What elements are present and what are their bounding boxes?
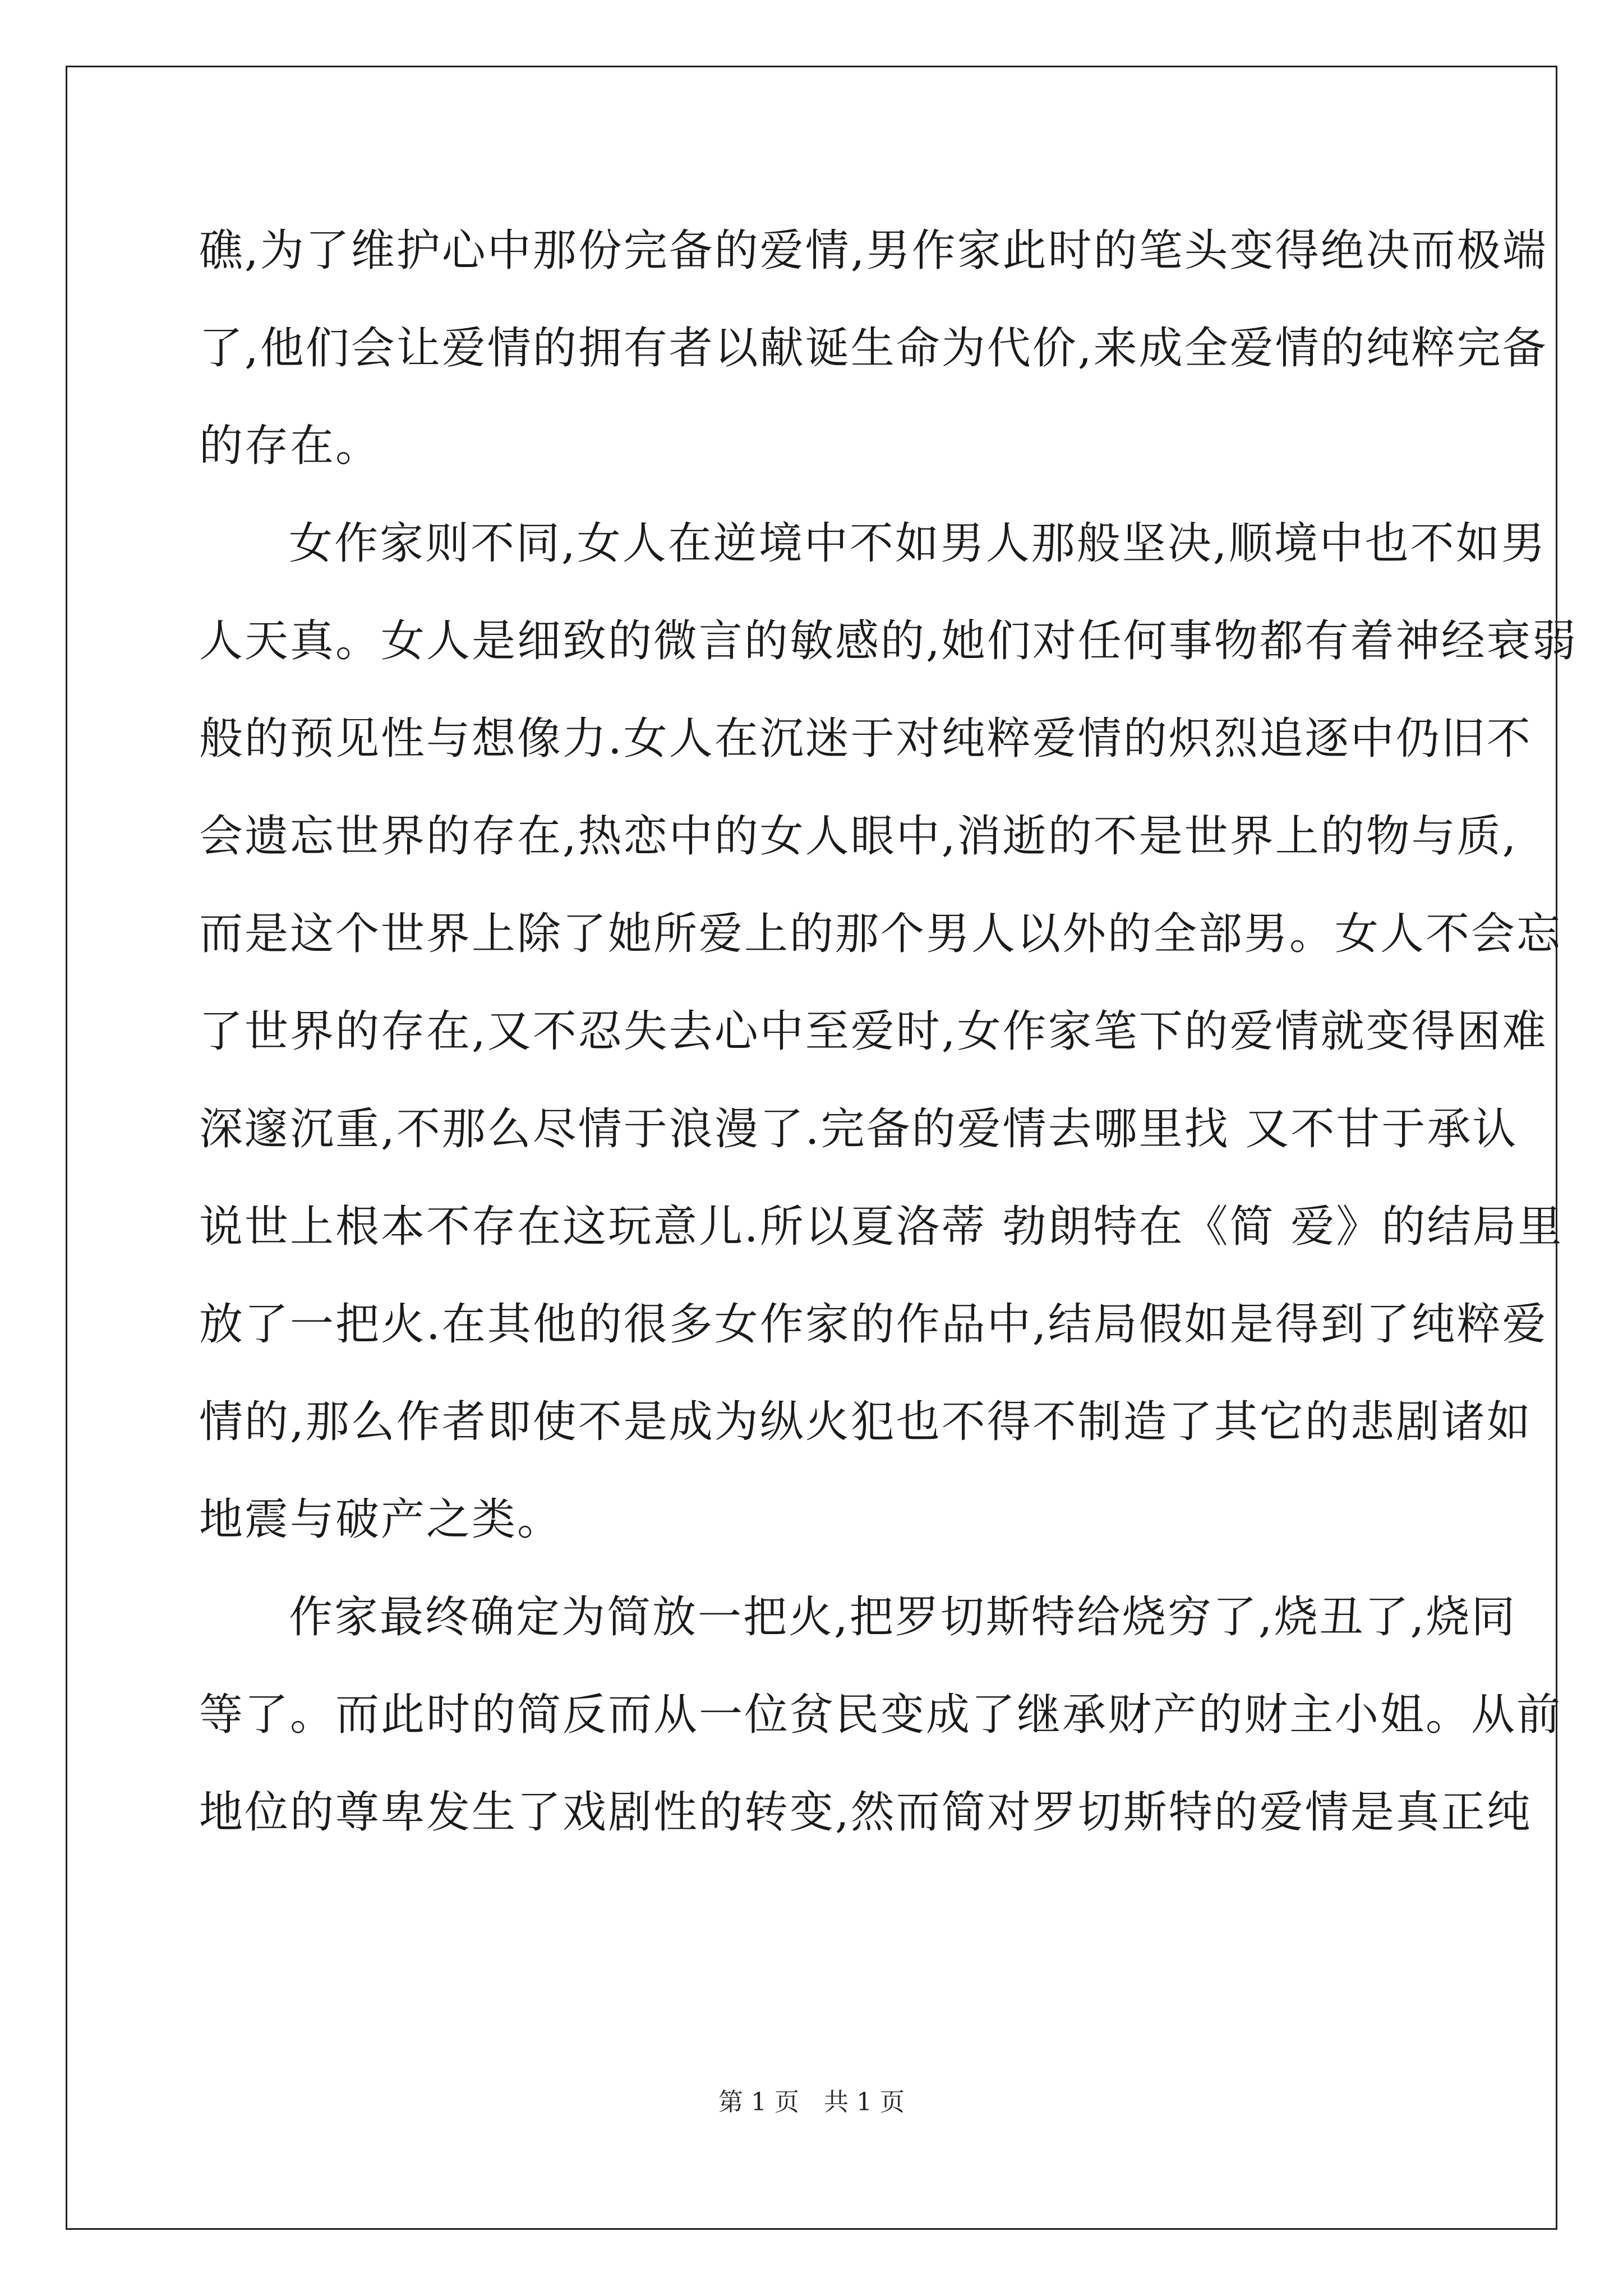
text-line: 说世上根本不存在这玩意儿.所以夏洛蒂 勃朗特在《简 爱》的结局里 bbox=[199, 1202, 1564, 1252]
text-line: 了,他们会让爱情的拥有者以献诞生命为代价,来成全爱情的纯粹完备 bbox=[199, 323, 1548, 374]
text-line: 而是这个世界上除了她所爱上的那个男人以外的全部男。女人不会忘 bbox=[199, 909, 1562, 959]
text-line: 深邃沉重,不那么尽情于浪漫了.完备的爱情去哪里找 又不甘于承认 bbox=[199, 1104, 1518, 1154]
paragraph-3 bbox=[199, 1568, 1562, 1861]
text-line: 等了。而此时的简反而从一位贫民变成了继承财产的财主小姐。从前 bbox=[199, 1690, 1562, 1740]
text-line: 了世界的存在,又不忍失去心中至爱时,女作家笔下的爱情就变得困难 bbox=[199, 1006, 1548, 1057]
text-line: 地震与破产之类。 bbox=[199, 1494, 563, 1545]
document-body bbox=[199, 202, 1578, 1861]
text-line: 人天真。女人是细致的微言的敏感的,她们对任何事物都有着神经衰弱 bbox=[199, 616, 1578, 666]
text-line: 情的,那么作者即使不是成为纵火犯也不得不制造了其它的悲剧诸如 bbox=[199, 1397, 1532, 1447]
page-number-label: 第 1 页 共 1 页 bbox=[718, 2088, 905, 2116]
text-line: 女作家则不同,女人在逆境中不如男人那般坚决,顺境中也不如男 bbox=[289, 518, 1547, 569]
paragraph-2 bbox=[199, 495, 1578, 1568]
text-line: 地位的尊卑发生了戏剧性的转变,然而简对罗切斯特的爱情是真正纯 bbox=[199, 1787, 1532, 1838]
page-footer bbox=[0, 2086, 1623, 2119]
text-line: 般的预见性与想像力.女人在沉迷于对纯粹爱情的炽烈追逐中仍旧不 bbox=[199, 714, 1532, 764]
paragraph-1 bbox=[199, 202, 1548, 495]
text-line: 放了一把火.在其他的很多女作家的作品中,结局假如是得到了纯粹爱 bbox=[199, 1299, 1548, 1350]
text-line: 礁,为了维护心中那份完备的爱情,男作家此时的笔头变得绝决而极端 bbox=[199, 226, 1548, 276]
text-line: 的存在。 bbox=[199, 421, 381, 471]
text-line: 会遗忘世界的存在,热恋中的女人眼中,消逝的不是世界上的物与质, bbox=[199, 811, 1518, 862]
text-line: 作家最终确定为简放一把火,把罗切斯特给烧穷了,烧丑了,烧同 bbox=[289, 1592, 1517, 1642]
